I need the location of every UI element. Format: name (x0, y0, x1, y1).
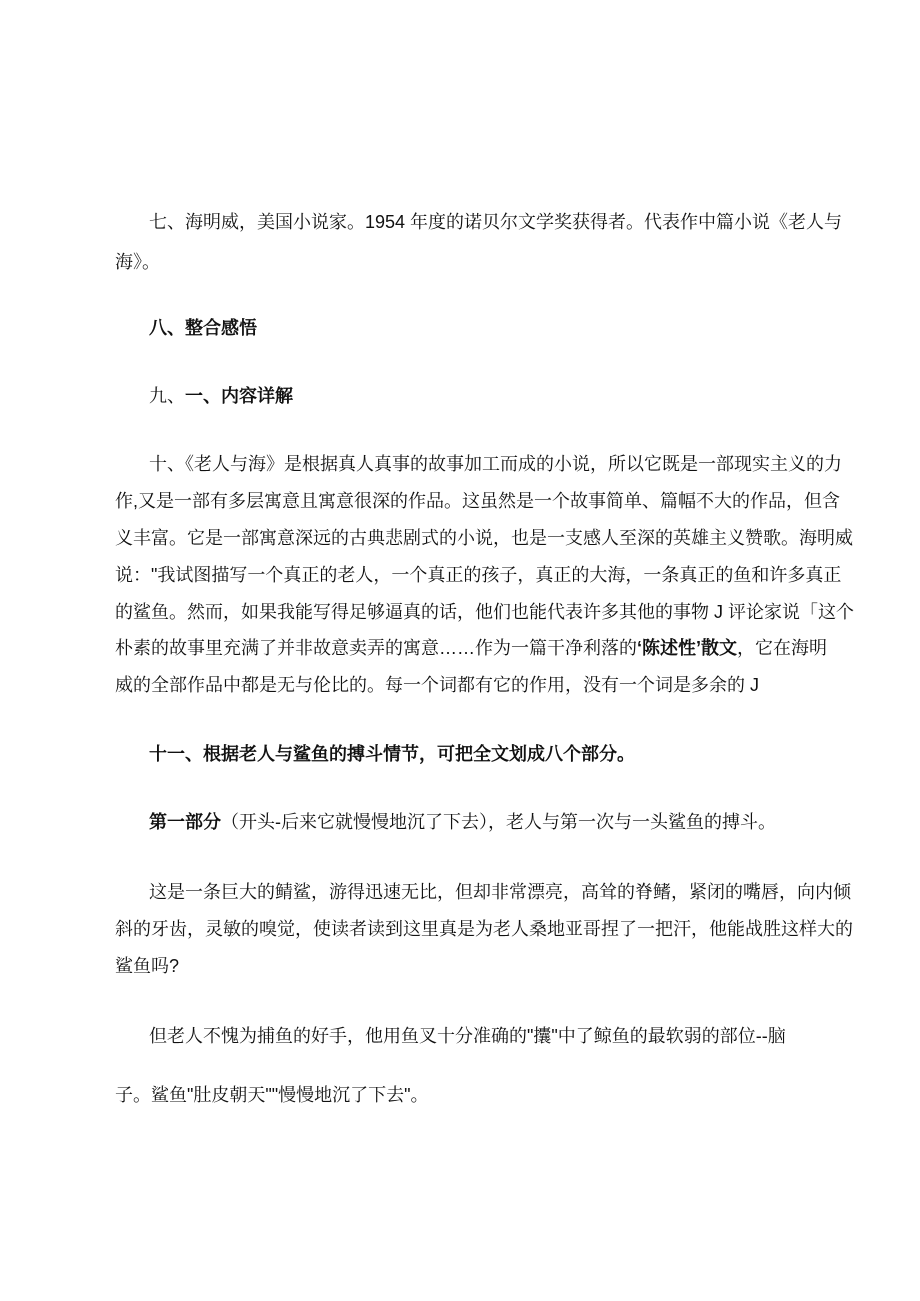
shark-para-line-3: 鲨鱼吗? (115, 956, 180, 976)
para-10-line-2: 作,又是一部有多层寓意且寓意很深的作品。这虽然是一个故事简单、篇幅不大的作品，但含 (115, 491, 840, 511)
old-man-para-line-1: 但老人不愧为捕鱼的好手，他用鱼叉十分准确的"攮"中了鲸鱼的最软弱的部位--脑 (149, 1026, 786, 1046)
line-text: 朴素的故事里充满了并非故意卖弄的寓意……作为一篇干净利落的 (115, 638, 637, 658)
heading-9-prefix: 九、 (149, 386, 185, 406)
line-text: ，它在海明 (737, 638, 828, 658)
part-1-text: （开头-后来它就慢慢地沉了下去），老人与第一次与一头鲨鱼的搏斗。 (221, 812, 776, 832)
para-10-line-4: 说："我试图描写一个真正的老人，一个真正的孩子，真正的大海，一条真正的鱼和许多真正 (115, 565, 842, 585)
shark-para-line-2: 斜的牙齿，灵敏的嗅觉，使读者读到这里真是为老人桑地亚哥捏了一把汗，他能战胜这样大的 (115, 919, 853, 939)
shark-para-line-1: 这是一条巨大的鲭鲨，游得迅速无比，但却非常漂亮，高耸的脊鳍，紧闭的嘴唇，向内倾 (149, 882, 851, 902)
heading-9-bold: 一、内容详解 (185, 386, 293, 406)
para-10-line-6 (115, 637, 827, 659)
part-1-line (149, 811, 776, 833)
heading-9 (149, 385, 293, 407)
bold-term: ‘陈述性’ (637, 638, 702, 658)
para-10-line-3: 义丰富。它是一部寓意深远的古典悲剧式的小说，也是一支感人至深的英雄主义赞歌。海明威 (115, 528, 853, 548)
part-1-label: 第一部分 (149, 812, 221, 832)
bold-term: 散文 (701, 638, 738, 658)
para-10-line-7: 威的全部作品中都是无与伦比的。每一个词都有它的作用，没有一个词是多余的 J (115, 675, 759, 695)
para-10-line-1: 十、《老人与海》是根据真人真事的故事加工而成的小说，所以它既是一部现实主义的力 (149, 454, 842, 474)
para-7-line-1: 七、海明威，美国小说家。1954 年度的诺贝尔文学奖获得者。代表作中篇小说《老人与 (149, 212, 843, 232)
para-10-line-5: 的鲨鱼。然而，如果我能写得足够逼真的话，他们也能代表许多其他的事物 J 评论家说「这个 (115, 602, 854, 622)
heading-11: 十一、根据老人与鲨鱼的搏斗情节，可把全文划成八个部分。 (149, 744, 635, 764)
old-man-para-line-2: 子。鲨鱼"肚皮朝天""慢慢地沉了下去"。 (115, 1085, 429, 1105)
para-7-line-2: 海》。 (115, 252, 160, 272)
heading-8: 八、整合感悟 (149, 318, 257, 338)
